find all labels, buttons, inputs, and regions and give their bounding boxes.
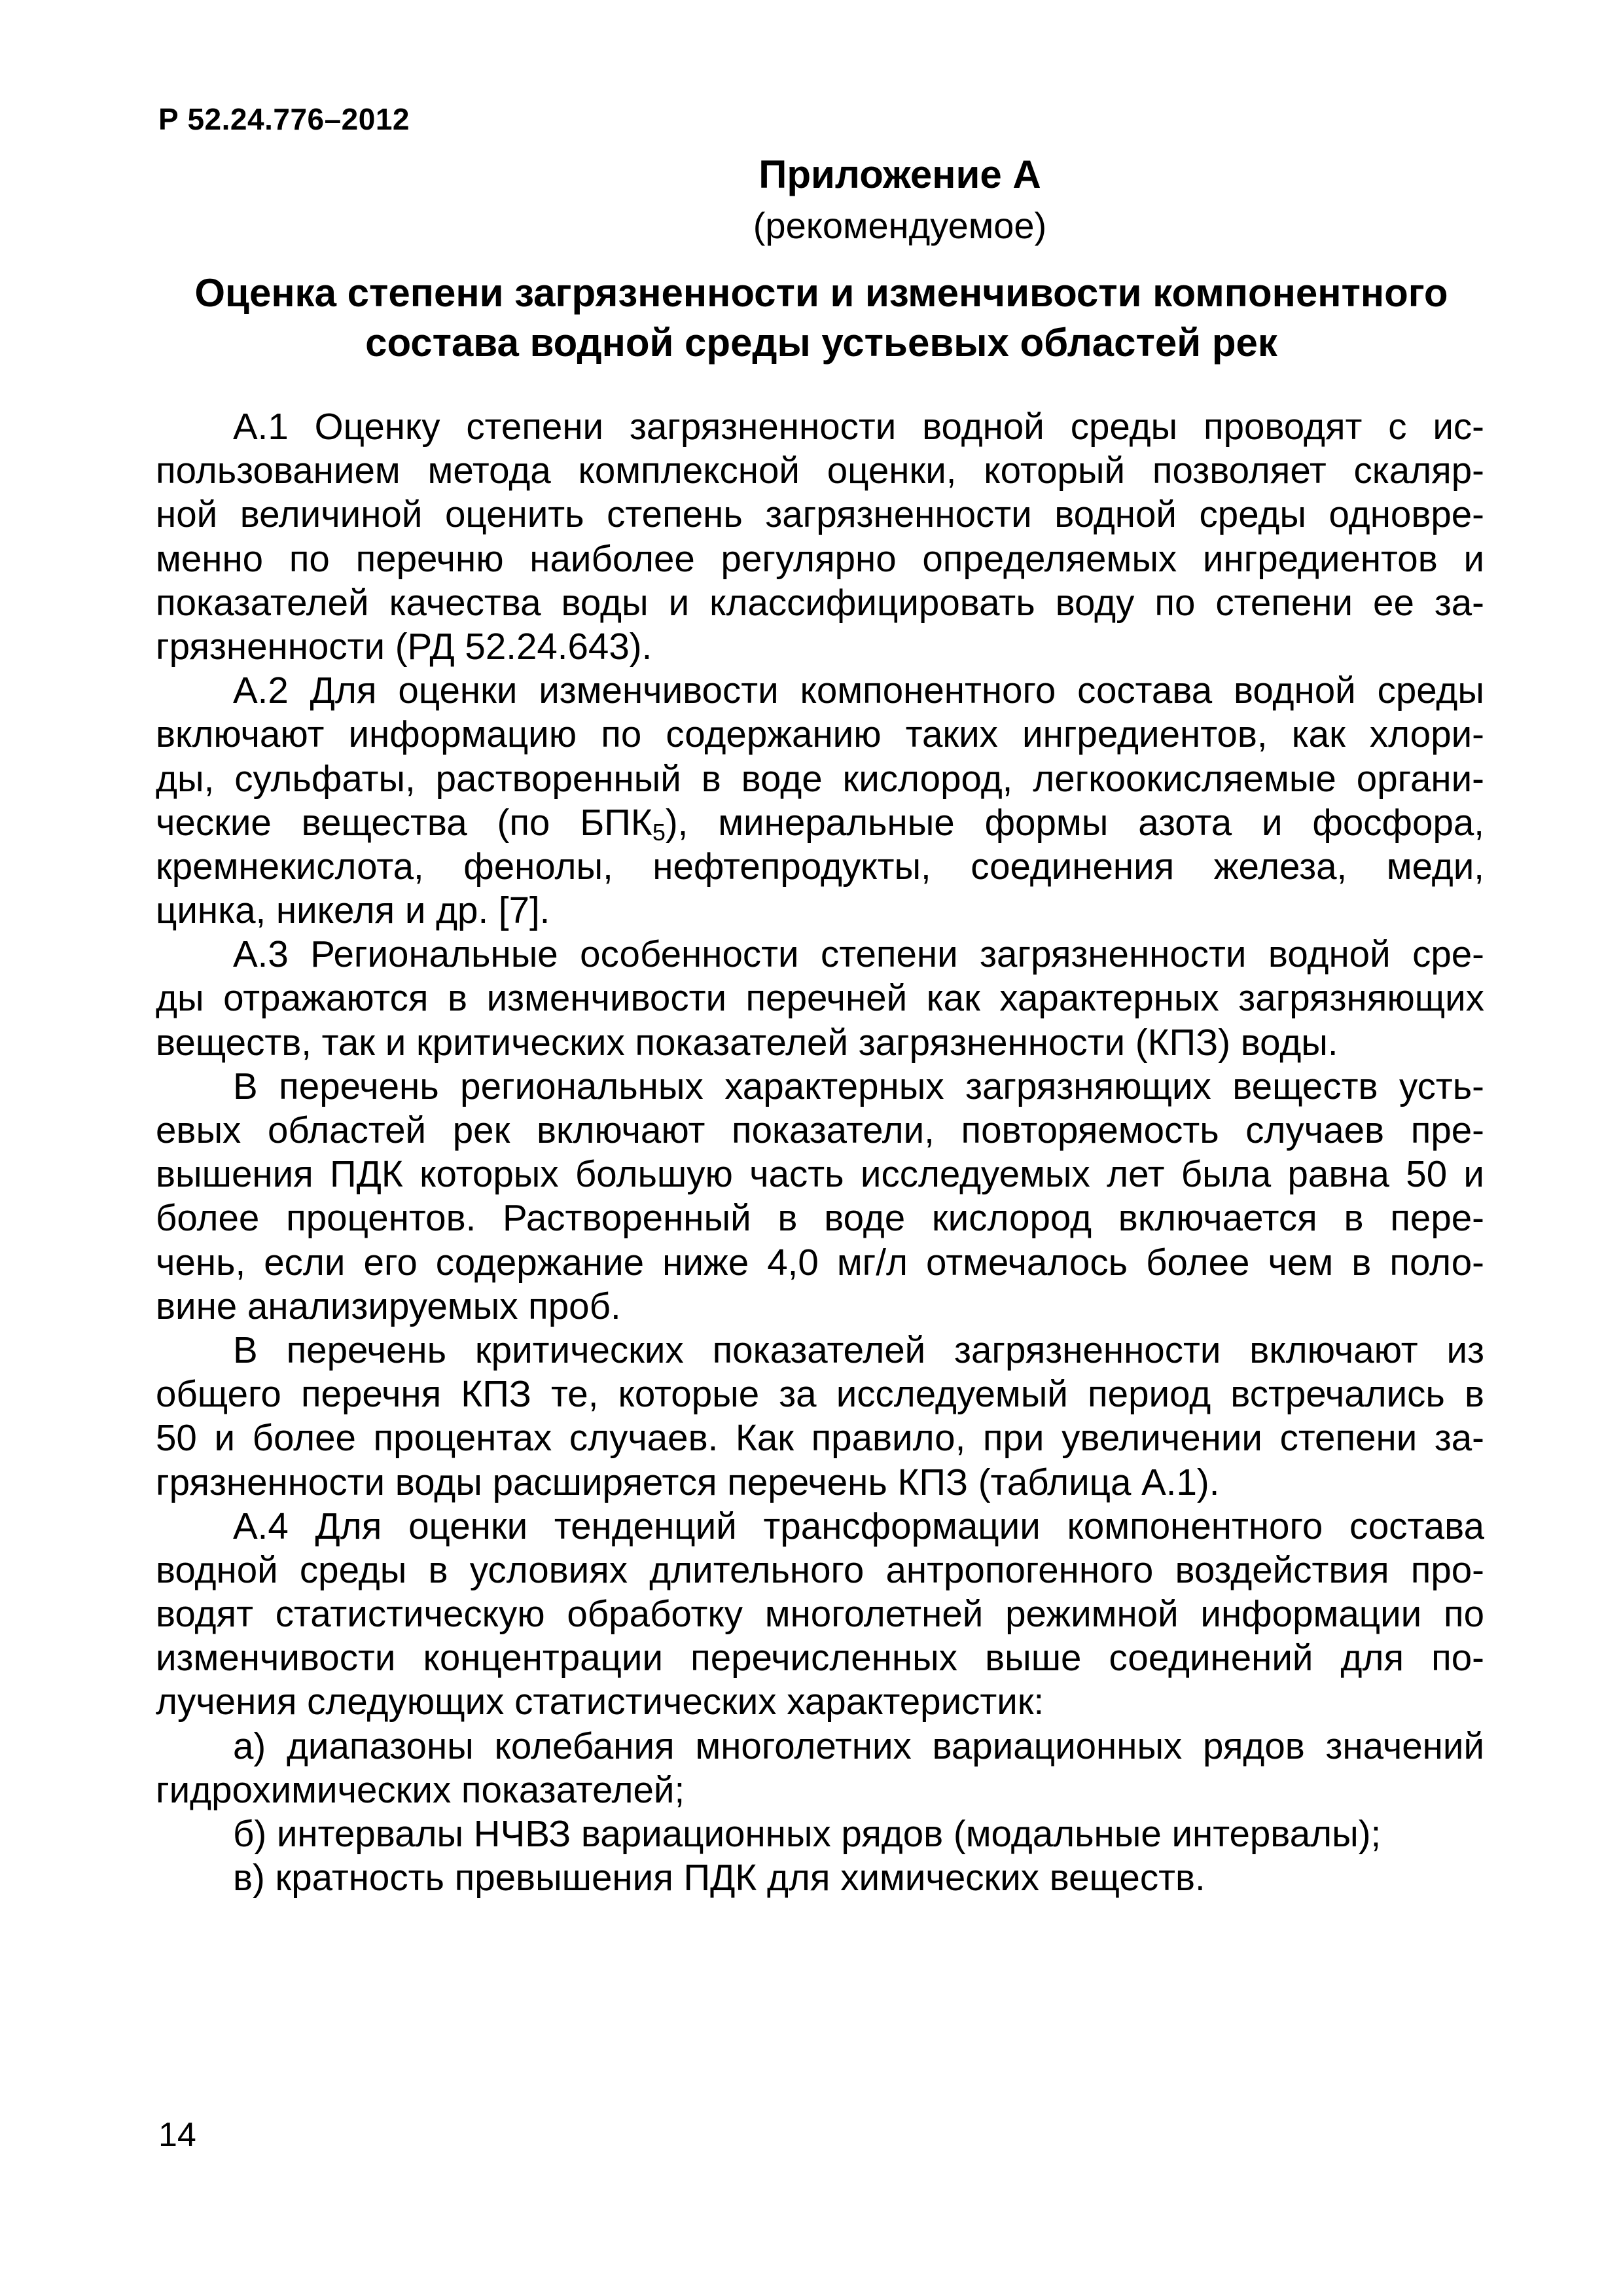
paragraph-line: веществ, так и критических показателей загрязненности (КПЗ) воды. bbox=[156, 1021, 1338, 1063]
body-text bbox=[156, 404, 1484, 1899]
paragraph-line: включают информацию по содержанию таких ингредиентов, как хлори- bbox=[156, 713, 1484, 755]
paragraph-line: менно по перечню наиболее регулярно определяемых ингредиентов и bbox=[156, 537, 1484, 579]
paragraph-line: вышения ПДК которых большую часть исследуемых лет была равна 50 и bbox=[156, 1153, 1484, 1195]
bpk-subscript: 5 bbox=[652, 818, 666, 844]
paragraph-line: ной величиной оценить степень загрязненности водной среды одновре- bbox=[156, 493, 1484, 535]
paragraph-line: А.1 Оценку степени загрязненности водной среды проводят с ис- bbox=[233, 406, 1484, 447]
paragraph-line: кремнекислота, фенолы, нефтепродукты, соединения железа, меди, bbox=[156, 845, 1484, 887]
bpk-text: ческие вещества (по БПК bbox=[156, 801, 652, 843]
paragraph-line: показателей качества воды и классифицировать воду по степени ее за- bbox=[156, 581, 1484, 623]
paragraph-line: А.2 Для оценки изменчивости компонентного состава водной среды bbox=[233, 670, 1484, 711]
section-title bbox=[151, 268, 1492, 368]
paragraph-line: В перечень региональных характерных загрязняющих веществ усть- bbox=[233, 1065, 1484, 1107]
section-title-line: состава водной среды устьевых областей рек bbox=[365, 321, 1277, 365]
paragraph-line: А.4 Для оценки тенденций трансформации компонентного состава bbox=[233, 1505, 1484, 1547]
paragraph-line-bpk bbox=[156, 800, 1484, 844]
paragraph-line: грязненности воды расширяется перечень КПЗ (таблица А.1). bbox=[156, 1461, 1220, 1503]
list-item-c: в) кратность превышения ПДК для химических веществ. bbox=[233, 1857, 1205, 1899]
paragraph-line: лучения следующих статистических характеристик: bbox=[156, 1681, 1044, 1723]
list-item-a: а) диапазоны колебания многолетних вариационных рядов значений bbox=[233, 1725, 1484, 1767]
paragraph-line: А.3 Региональные особенности степени загрязненности водной сре- bbox=[233, 933, 1484, 975]
paragraph-line: изменчивости концентрации перечисленных выше соединений для по- bbox=[156, 1637, 1484, 1679]
paragraph-line: 50 и более процентах случаев. Как правило, при увеличении степени за- bbox=[156, 1417, 1484, 1459]
paragraph-line: более процентов. Растворенный в воде кислород включается в пере- bbox=[156, 1197, 1484, 1239]
document-code: Р 52.24.776–2012 bbox=[158, 102, 410, 136]
paragraph-line: водной среды в условиях длительного антропогенного воздействия про- bbox=[156, 1549, 1484, 1590]
bpk-tail: ), минеральные формы азота и фосфора, bbox=[665, 801, 1484, 843]
paragraph-line: ды отражаются в изменчивости перечней как характерных загрязняющих bbox=[156, 977, 1484, 1019]
paragraph-line: чень, если его содержание ниже 4,0 мг/л отмечалось более чем в поло- bbox=[156, 1241, 1484, 1283]
paragraph-line: ды, сульфаты, растворенный в воде кислород, легкоокисляемые органи- bbox=[156, 757, 1484, 799]
section-title-line: Оценка степени загрязненности и изменчивости компонентного bbox=[194, 271, 1448, 315]
page-number: 14 bbox=[158, 2116, 196, 2154]
appendix-title: Приложение А bbox=[758, 152, 1041, 196]
list-item-b: б) интервалы НЧВЗ вариационных рядов (модальные интервалы); bbox=[233, 1813, 1382, 1854]
appendix-subtitle: (рекомендуемое) bbox=[753, 205, 1047, 246]
list-item-a-continued: гидрохимических показателей; bbox=[156, 1768, 685, 1810]
paragraph-line: вине анализируемых проб. bbox=[156, 1285, 621, 1327]
paragraph-line: водят статистическую обработку многолетней режимной информации по bbox=[156, 1593, 1484, 1635]
paragraph-line: пользованием метода комплексной оценки, который позволяет скаляр- bbox=[156, 450, 1484, 492]
paragraph-line: грязненности (РД 52.24.643). bbox=[156, 625, 652, 667]
paragraph-line: общего перечня КПЗ те, которые за исследуемый период встречались в bbox=[156, 1373, 1484, 1415]
paragraph-line: В перечень критических показателей загрязненности включают из bbox=[233, 1329, 1484, 1371]
paragraph-line: цинка, никеля и др. [7]. bbox=[156, 889, 550, 931]
paragraph-line: евых областей рек включают показатели, повторяемость случаев пре- bbox=[156, 1109, 1484, 1151]
